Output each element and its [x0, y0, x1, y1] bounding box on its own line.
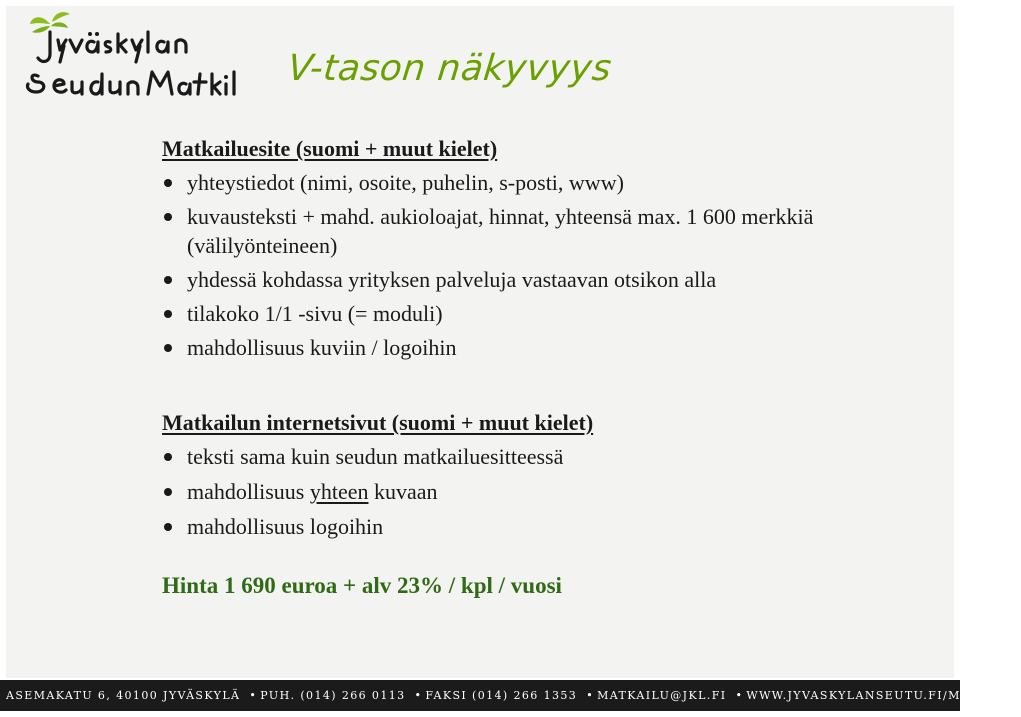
list-item-text-emphasis: yhteen [309, 479, 369, 504]
footer-fax: FAKSI (014) 266 1353 [425, 689, 578, 702]
slide-content [162, 134, 922, 624]
footer-website: WWW.JYVASKYLANSEUTU.FI/MATKAILU [746, 689, 1021, 702]
footer-separator: • [735, 689, 744, 702]
list-item-text: teksti sama kuin seudun matkailuesitteessä [187, 444, 564, 469]
contact-footer [0, 680, 1021, 711]
list-item [162, 512, 922, 541]
footer-separator: • [586, 689, 595, 702]
list-item [162, 202, 922, 260]
list-item-text-suffix: kuvaan [368, 479, 438, 504]
footer-address: ASEMAKATU 6, 40100 JYVÄSKYLÄ [6, 689, 241, 702]
list-item-text-prefix: mahdollisuus [187, 479, 310, 504]
list-item [162, 333, 922, 362]
bullet-icon [164, 344, 172, 352]
footer-separator: • [249, 689, 258, 702]
logo-graphic [20, 10, 240, 110]
section-heading-brochure: Matkailuesite (suomi + muut kielet) [162, 136, 498, 161]
brochure-bullet-list [162, 168, 922, 362]
bullet-icon [164, 310, 172, 318]
bullet-icon [164, 453, 172, 461]
list-item [162, 442, 922, 471]
list-item-text: kuvausteksti + mahd. aukioloajat, hinnat, yhteensä max. 1 600 merkkiä (välilyönteineen) [187, 204, 814, 258]
footer-separator: • [414, 689, 423, 702]
section-heading-internet: Matkailun internetsivut (suomi + muut kielet) [162, 410, 594, 435]
list-item-text: tilakoko 1/1 -sivu (= moduli) [187, 301, 443, 326]
list-item [162, 168, 922, 197]
bullet-icon [164, 488, 172, 496]
footer-phone: PUH. (014) 266 0113 [260, 689, 406, 702]
footer-email: MATKAILU@JKL.FI [597, 689, 727, 702]
list-item [162, 299, 922, 328]
internet-bullet-list [162, 442, 922, 541]
list-item [162, 265, 922, 294]
bullet-icon [164, 179, 172, 187]
list-item-text: mahdollisuus kuviin / logoihin [187, 335, 457, 360]
bullet-icon [164, 213, 172, 221]
list-item [162, 477, 922, 506]
list-item-text: yhteystiedot (nimi, osoite, puhelin, s-posti, www) [187, 170, 624, 195]
page-title: V-tason näkyvyys [285, 48, 614, 89]
bullet-icon [164, 523, 172, 531]
list-item-text: yhdessä kohdassa yrityksen palveluja vastaavan otsikon alla [187, 267, 717, 292]
price-line: Hinta 1 690 euroa + alv 23% / kpl / vuosi [162, 573, 562, 598]
list-item-text: mahdollisuus logoihin [187, 514, 384, 539]
jyvaskylan-seudun-matkailu-logo [20, 10, 240, 110]
bullet-icon [164, 276, 172, 284]
